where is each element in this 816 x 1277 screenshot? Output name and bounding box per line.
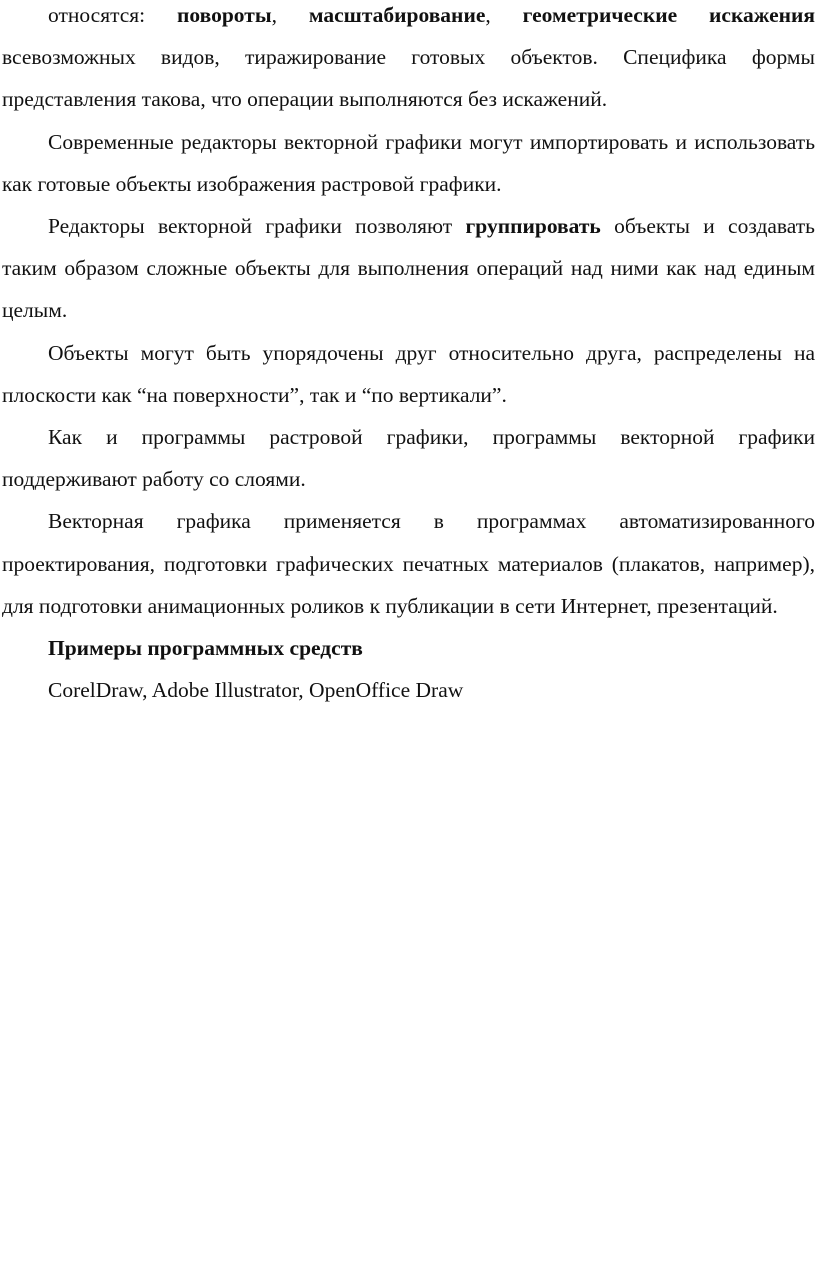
- paragraph-applications: [2, 500, 815, 627]
- text-run: всевозможных видов, тиражирование готовых объектов. Специфика формы представления такова, что операции выполняются без искажений.: [2, 45, 815, 112]
- paragraph-import: [2, 121, 815, 205]
- text-run: Объекты могут быть упорядочены друг относительно друга, распределены на плоскости как “на поверхности”, так и “по вертикали”.: [2, 340, 815, 407]
- paragraph-operations: [2, 0, 815, 121]
- paragraph-layers: [2, 416, 815, 500]
- text-run: объекты и создавать таким образом сложные объекты для выполнения операций над ними как над единым целым.: [2, 214, 815, 323]
- bold-term-scaling: масштабирование: [308, 3, 486, 27]
- bold-term-rotations: повороты: [177, 3, 272, 27]
- text-run: ,: [485, 3, 523, 27]
- text-run: Векторная графика применяется в программах автоматизированного проектирования, подготовки графических печатных материалов (плакатов, например), для подготовки анимационных роликов к публикации в сети Интернет, презентаций.: [2, 509, 815, 618]
- text-run: Редакторы векторной графики позволяют: [48, 214, 466, 239]
- bold-term-group: группировать: [465, 214, 601, 239]
- bold-term-distortions: геометрические искажения: [522, 3, 816, 27]
- software-examples: CorelDraw, Adobe Illustrator, OpenOffice Draw: [48, 678, 464, 703]
- text-run: относятся:: [48, 3, 178, 27]
- text-run: Как и программы растровой графики, программы векторной графики поддерживают работу со слоями.: [2, 425, 815, 492]
- paragraph-grouping: [2, 205, 815, 332]
- text-run: Современные редакторы векторной графики могут импортировать и использовать как готовые объекты изображения растровой графики.: [2, 129, 815, 196]
- paragraph-ordering: [2, 332, 815, 416]
- section-heading: Примеры программных средств: [48, 636, 363, 661]
- text-run: ,: [271, 3, 309, 27]
